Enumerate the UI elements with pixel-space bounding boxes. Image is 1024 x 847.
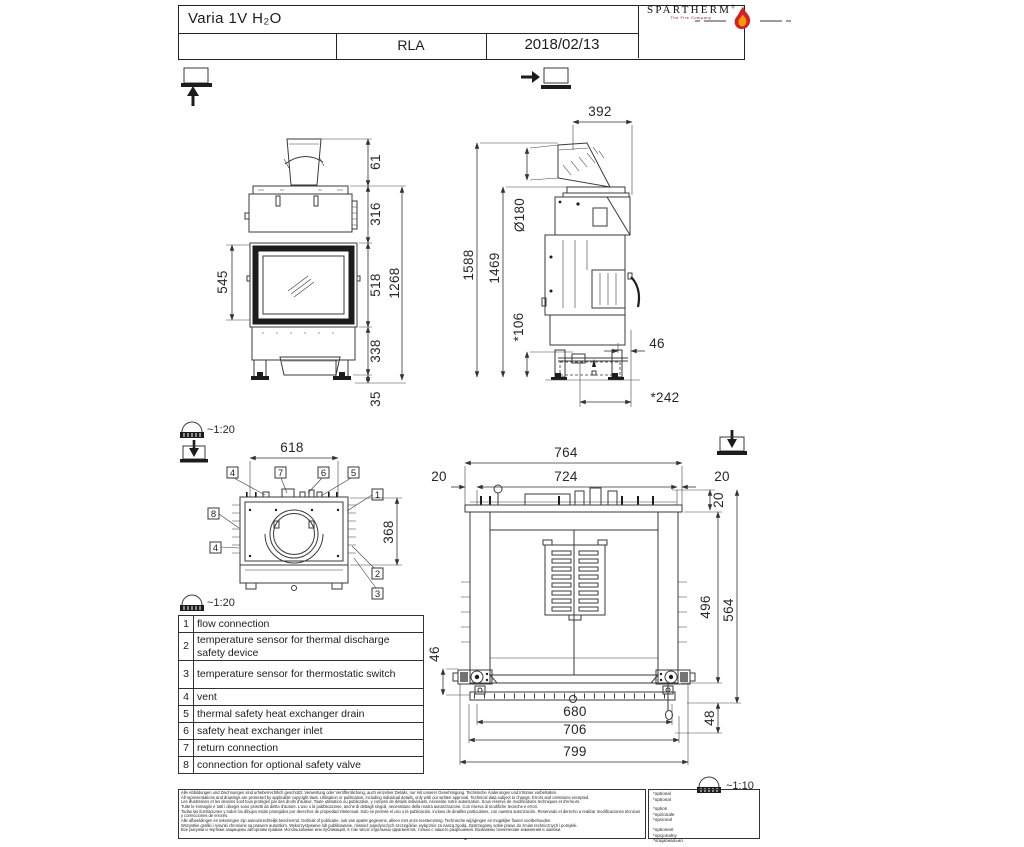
- top-view-section: [425, 432, 770, 794]
- optional-note: *опционально: [653, 838, 683, 844]
- flame-icon: [691, 6, 795, 30]
- callout-4a: [227, 467, 238, 479]
- svg-text:7: 7: [277, 468, 284, 479]
- scale-icon-bottom: [180, 595, 204, 611]
- optional-note: *optional: [653, 796, 671, 802]
- dim-496: 496: [698, 595, 713, 619]
- copyright-disclaimer: [178, 789, 646, 839]
- dim-35: 35: [368, 391, 383, 407]
- legend-label: flow connection: [194, 616, 424, 633]
- legend-num: 6: [179, 723, 194, 740]
- left-bracket: [453, 670, 492, 694]
- door-handle: [631, 277, 639, 307]
- disclaimer-line-pl: Wszystkie grafiki i rysunki chronione są prawem autorskim. Wykorzystywanie lub publikowanie, również pojedynczych szczegółów, wyłącznie za naszą zgodą. Zastrzegamy sobie prawo do zmian technicznych i pomyłek.: [181, 822, 578, 828]
- top-view-connections: [176, 418, 406, 618]
- rear-wall: [490, 512, 658, 530]
- dim-618: 618: [280, 440, 304, 455]
- disclaimer-line-de: Alle Abbildungen und Zeichnungen sind urheberrechtlich geschützt. Verwertung oder Veröffentlichung, auch einzelner Details, nur mit unserer Genehmigung. Technische Änderungen und Irrtümer vorbehalten.: [181, 790, 558, 795]
- svg-text:1: 1: [374, 490, 381, 501]
- dim-368: 368: [381, 520, 396, 544]
- dim-799: 799: [563, 744, 587, 759]
- optional-note: *opcional: [653, 817, 672, 823]
- dim-46-rear: 46: [649, 336, 665, 351]
- optional-note: *optioneel: [653, 826, 674, 832]
- legend-num: 4: [179, 689, 194, 706]
- lower-body: [252, 327, 355, 360]
- dim-48: 48: [702, 710, 717, 726]
- legend-row: [179, 757, 424, 774]
- dim-1268: 1268: [387, 267, 402, 299]
- svg-text:4: 4: [212, 543, 219, 554]
- svg-text:6: 6: [320, 468, 327, 479]
- legend-row: [179, 723, 424, 740]
- svg-text:4: 4: [229, 468, 236, 479]
- dim-46-bracket: 46: [427, 646, 442, 662]
- dim-706: 706: [563, 722, 587, 737]
- left-wall: [470, 512, 490, 683]
- legend-row: [179, 633, 424, 661]
- right-bracket: [656, 670, 695, 694]
- callout-5: [348, 467, 359, 479]
- flue-collar: [287, 139, 321, 185]
- legend-num: 2: [179, 633, 194, 661]
- legend-num: 3: [179, 661, 194, 689]
- legend-label: thermal safety heat exchanger drain: [194, 706, 424, 723]
- page-mark: -: [464, 834, 467, 844]
- callout-4b: [210, 542, 221, 554]
- dim-20-top: 20: [711, 492, 726, 508]
- disclaimer-line-es: Todas las ilustraciones y todos los dibujos están protegidos por derechos de propiedad intelectual. Solo se permite el uso o la publicación, incluso de detalles particulares, con nuestra autorización. Reservado el derecho a realizar modificaciones técnicas y correcciones de errores.: [181, 808, 640, 819]
- legend-label: vent: [194, 689, 424, 706]
- optional-note: *opcjonalny: [653, 832, 677, 838]
- scale-label-top: ~1:20: [207, 424, 235, 436]
- legend-num: 7: [179, 740, 194, 757]
- side-view-direction-icon: [519, 66, 575, 91]
- side-body: [545, 235, 625, 315]
- legend-table: [178, 615, 424, 774]
- scale-icon-top: [180, 422, 204, 438]
- legend-label: safety heat exchanger inlet: [194, 723, 424, 740]
- legend-label: connection for optional safety valve: [194, 757, 424, 774]
- svg-text:5: 5: [350, 468, 357, 479]
- legend-row: [179, 616, 424, 633]
- legend-num: 5: [179, 706, 194, 723]
- callout-1: [372, 489, 383, 501]
- top-view-direction-icon: [180, 440, 208, 463]
- optional-base: [560, 362, 620, 375]
- dim-1469: 1469: [487, 252, 502, 284]
- dim-242: *242: [650, 390, 680, 405]
- callout-2: [372, 568, 383, 580]
- optional-note: *opzionale: [653, 811, 675, 817]
- dim-20-left: 20: [431, 469, 447, 484]
- disclaimer-line-it: Tutte le immagini e tutti i disegni sono protetti da diritto d'autore. L'uso o la pubblicazione, anche di dettagli singoli, necessitano della nostra autorizzazione. Con riserva di modifiche tecniche e errori.: [181, 803, 539, 809]
- brand-tagline: The Fire Company: [670, 15, 712, 20]
- dim-61: 61: [368, 154, 383, 170]
- front-view: [210, 95, 418, 425]
- dim-20-right: 20: [714, 469, 730, 484]
- disclaimer-line-ru: Все рисунки и чертежи защищены авторским правом. Использование или публикация, в том числе отдельных фрагментов, только с нашего разрешения. Возможны технические изменения и ошибки.: [181, 827, 562, 833]
- svg-text:8: 8: [210, 509, 217, 520]
- dim-545: 545: [215, 270, 230, 294]
- legend-row: [179, 661, 424, 689]
- dim-392: 392: [588, 104, 612, 119]
- scale-label-bottom: ~1:20: [207, 597, 235, 609]
- disclaimer-line-fr: Les illustrations et les dessins sont tous protégés par des droits d'auteur. Toute utilisation ou publication, y compris de détails individuels, nécessite notre autorisation. Sous réserve de modifications techniques et d'erreurs.: [181, 799, 581, 805]
- legend-row: [179, 740, 424, 757]
- scale-label-1-10: ~1:10: [726, 780, 754, 792]
- dim-338: 338: [368, 339, 383, 363]
- callout-3: [372, 588, 383, 600]
- disclaimer-line-nl: Alle afbeeldingen en tekeningen zijn auteursrechtelijk beschermd. Gebruik of publicatie, ook van aparte gegevens, alleen met onze toestemming. Technische wijzigingen en mogelijke fouten voorbehouden.: [181, 817, 552, 823]
- title-block: [178, 5, 745, 60]
- legend-label: temperature sensor for thermal discharge safety device: [194, 633, 424, 661]
- brand-logo: [638, 6, 744, 58]
- legend-label: temperature sensor for thermostatic switch: [194, 661, 424, 689]
- svg-text:3: 3: [374, 589, 381, 600]
- flue-opening: [270, 510, 318, 558]
- callout-6: [318, 467, 329, 479]
- dim-106: *106: [511, 312, 526, 342]
- dim-680: 680: [563, 704, 587, 719]
- drawing-date: 2018/02/13: [524, 36, 600, 53]
- product-title: Varia 1V H₂O: [188, 10, 282, 27]
- title-block-divider: [179, 33, 638, 34]
- registered-mark: ®: [731, 5, 735, 11]
- dim-764: 764: [554, 445, 578, 460]
- optional-note: *option: [653, 806, 668, 812]
- optional-notes: [648, 789, 760, 844]
- side-view: [445, 95, 695, 425]
- dim-724: 724: [554, 469, 578, 484]
- section-view-direction-icon: [717, 430, 747, 455]
- disclaimer-line-en: All representations and drawings are protected by applicable copyright laws. Utilisation or publication, including individual details, only with our written approval. Technical data subject to change. Errors and omissions excepted.: [181, 794, 590, 800]
- right-wall: [658, 512, 678, 683]
- dim-180: Ø180: [512, 197, 527, 233]
- svg-text:2: 2: [374, 569, 381, 580]
- legend-num: 8: [179, 757, 194, 774]
- optional-note: *optional: [653, 791, 671, 796]
- callout-8: [208, 508, 219, 520]
- dim-518: 518: [368, 273, 383, 297]
- legend-num: 1: [179, 616, 194, 633]
- author-code: RLA: [397, 37, 425, 53]
- legend-row: [179, 706, 424, 723]
- dim-1588: 1588: [461, 249, 476, 281]
- legend-row: [179, 689, 424, 706]
- dim-564: 564: [721, 598, 736, 622]
- legend-label: return connection: [194, 740, 424, 757]
- brand-name: SPARTHERM®: [647, 4, 735, 16]
- dim-316: 316: [368, 202, 383, 226]
- callout-7: [275, 467, 286, 479]
- glass-reflection: [288, 276, 314, 297]
- heat-exchanger-body: [249, 194, 352, 232]
